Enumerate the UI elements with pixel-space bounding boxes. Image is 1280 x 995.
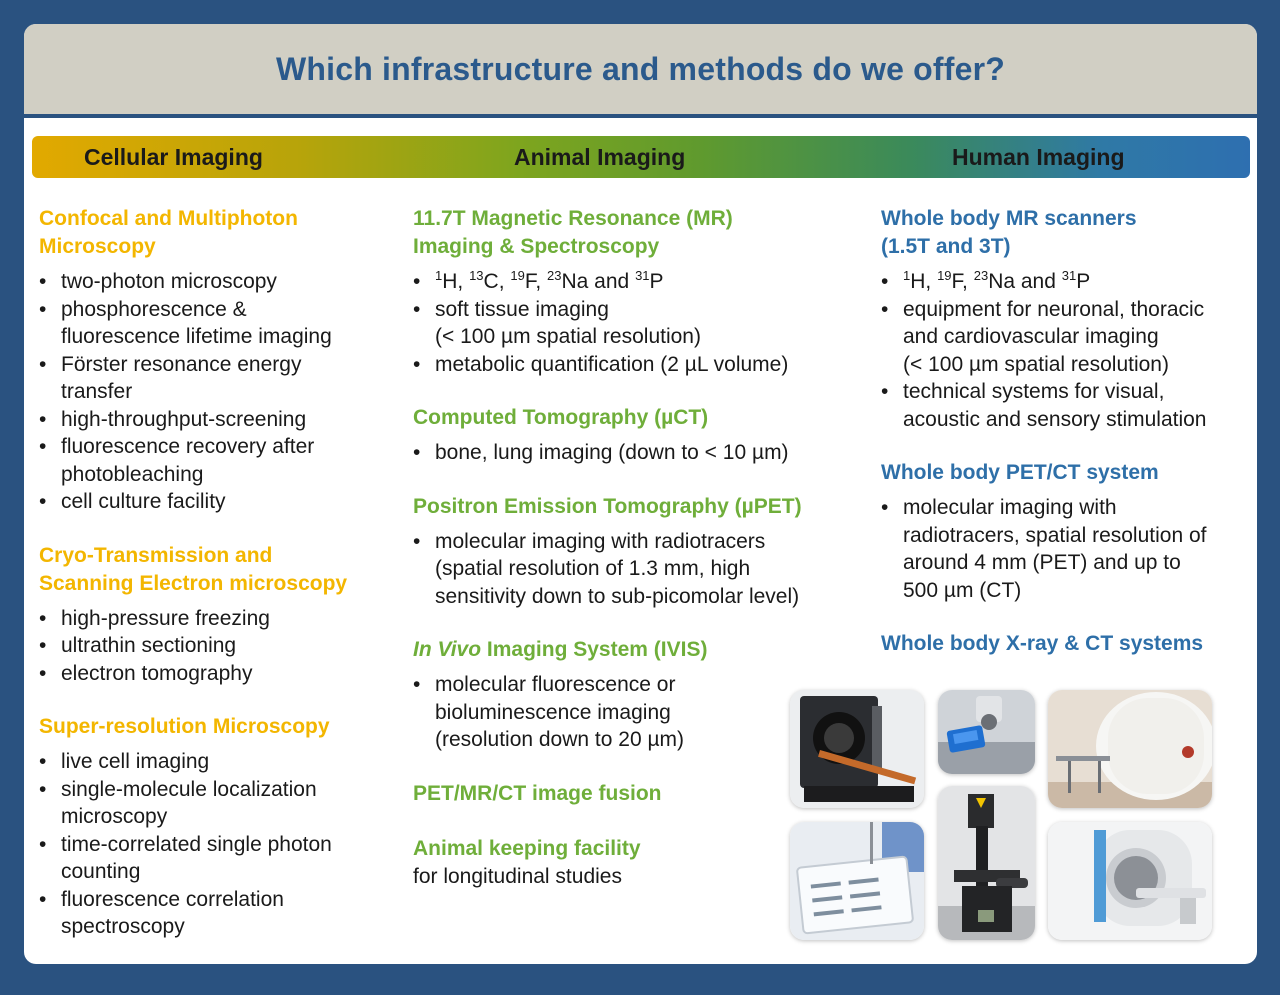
list-item: • fluorescence recovery after photobleaching <box>39 433 399 488</box>
animal-ct-section <box>413 404 853 467</box>
human-mr-section <box>881 205 1251 433</box>
keeping-text: for longitudinal studies <box>413 864 622 888</box>
list-item: • fluorescence correlation spectroscopy <box>39 886 399 941</box>
category-cellular: Cellular Imaging <box>84 144 263 170</box>
superres-section <box>39 713 399 941</box>
list-item: • time-correlated single photon counting <box>39 831 399 886</box>
confocal-list <box>39 268 399 516</box>
animal-pet-list <box>413 528 853 611</box>
title-bar <box>24 24 1257 118</box>
keeping-heading: Animal keeping facility <box>413 836 641 860</box>
list-item: • phosphorescence & fluorescence lifetime imaging <box>39 296 399 351</box>
list-item: • $^1$H, $^{13}$C, $^{19}$F, $^{23}$Na and $^{31}$P <box>413 268 853 296</box>
list-item: • molecular imaging with radiotracers (spatial resolution of 1.3 mm, high sensitivity down to sub-picomolar level) <box>413 528 853 611</box>
category-animal: Animal Imaging <box>514 144 686 170</box>
list-item: • high-pressure freezing <box>39 605 399 633</box>
animal-ct-list <box>413 439 853 467</box>
human-mr-list <box>881 268 1251 433</box>
fusion-heading: PET/MR/CT image fusion <box>413 781 662 805</box>
cellular-column <box>39 205 399 964</box>
mr-scanner-bruker-icon <box>1048 690 1212 808</box>
ivis-section <box>413 636 853 754</box>
category-human: Human Imaging <box>952 144 1125 170</box>
list-item: • live cell imaging <box>39 748 399 776</box>
microfluidic-chip-icon <box>790 822 924 940</box>
list-item: • ultrathin sectioning <box>39 632 399 660</box>
animal-mr-list <box>413 268 853 378</box>
inverted-microscope-icon <box>938 786 1035 940</box>
list-item: • cell culture facility <box>39 488 399 516</box>
ivis-list <box>413 671 853 754</box>
keeping-section <box>413 835 853 891</box>
list-item: • Förster resonance energy transfer <box>39 351 399 406</box>
page-title: Which infrastructure and methods do we offer? <box>275 50 1006 87</box>
animal-column <box>413 205 853 916</box>
cryo-section <box>39 542 399 688</box>
list-item: • soft tissue imaging (< 100 µm spatial resolution) <box>413 296 853 351</box>
list-item: • equipment for neuronal, thoracic and cardiovascular imaging (< 100 µm spatial resolution) <box>881 296 1251 379</box>
list-item: • electron tomography <box>39 660 399 688</box>
clinical-mri-scanner-icon <box>1048 822 1212 940</box>
list-item: • molecular fluorescence or bioluminescence imaging (resolution down to 20 µm) <box>413 671 853 754</box>
list-item: • high-throughput-screening <box>39 406 399 434</box>
ivis-heading: In Vivo Imaging System (IVIS) <box>413 638 708 661</box>
list-item: • $^1$H, $^{19}$F, $^{23}$Na and $^{31}$P <box>881 268 1251 296</box>
confocal-section <box>39 205 399 516</box>
list-item: • molecular imaging with radiotracers, spatial resolution of around 4 mm (PET) and up to 500 µm (CT) <box>881 494 1251 604</box>
animal-pet-heading: Positron Emission Tomography (µPET) <box>413 494 802 518</box>
content-card <box>24 24 1257 964</box>
human-pet-heading: Whole body PET/CT system <box>881 461 1159 484</box>
list-item: • metabolic quantification (2 µL volume) <box>413 351 853 379</box>
cryo-list <box>39 605 399 688</box>
superres-heading: Super-resolution Microscopy <box>39 715 330 738</box>
human-mr-heading: Whole body MR scanners (1.5T and 3T) <box>881 207 1137 258</box>
fusion-section <box>413 780 853 808</box>
animal-mr-heading: 11.7T Magnetic Resonance (MR) Imaging & Spectroscopy <box>413 207 733 258</box>
list-item: • two-photon microscopy <box>39 268 399 296</box>
animal-ct-heading: Computed Tomography (µCT) <box>413 406 709 429</box>
list-item: • technical systems for visual, acoustic and sensory stimulation <box>881 378 1251 433</box>
small-animal-pet-scanner-icon <box>790 690 924 808</box>
confocal-heading: Confocal and Multiphoton Microscopy <box>39 207 298 258</box>
microscope-stage-icon <box>938 690 1035 774</box>
cryo-heading: Cryo-Transmission and Scanning Electron microscopy <box>39 543 348 595</box>
xray-section <box>881 630 1251 658</box>
human-pet-section <box>881 459 1251 604</box>
list-item: • bone, lung imaging (down to < 10 µm) <box>413 439 853 467</box>
category-bar <box>32 136 1250 178</box>
list-item: • single-molecule localization microscopy <box>39 776 399 831</box>
human-column <box>881 205 1251 684</box>
animal-mr-section <box>413 205 853 378</box>
animal-pet-section <box>413 493 853 611</box>
superres-list <box>39 748 399 941</box>
xray-heading: Whole body X-ray & CT systems <box>881 632 1204 655</box>
human-pet-list <box>881 494 1251 604</box>
